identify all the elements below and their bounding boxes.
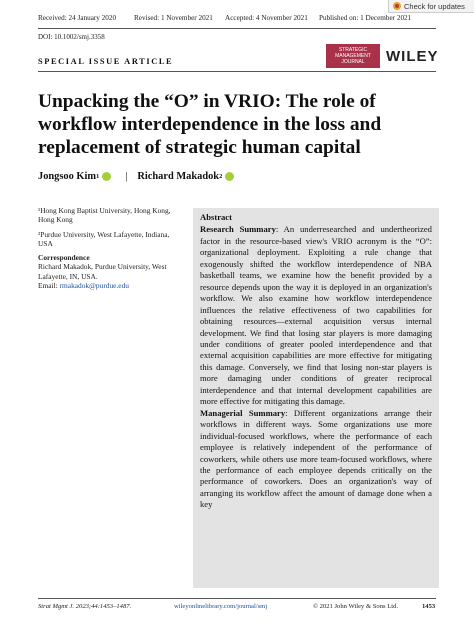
check-for-updates-button[interactable] xyxy=(388,0,474,13)
page-footer xyxy=(38,601,438,613)
research-summary-text: : An underresearched and undertheorized factor in the resource-based view's VRIO acronym is the “O”: organizational deployment. Exploiting a rule change that exogenously shifted the workflow interdependence of NBA basketball teams, we examine how the benefit provided by a resource depends upon the way it is deployed in an organization's workflow. We also examine how workflow interdependence influences the relative effectiveness of two capabilities for obtaining resources—external acquisition versus internal development. We find that losing star players is more damaging under conditions of greater pooled interdependence and that external acquisition capabilities are more effective for mitigating this damage. Conversely, we find that losing non-star players is more damaging under conditions of greater reciprocal interdependence and that internal development capabilities are more effective for mitigating this damage. xyxy=(200,224,432,407)
author-affil-marker: 2 xyxy=(219,173,223,180)
email-link[interactable]: rmakadok@purdue.edu xyxy=(59,281,129,291)
research-summary-label: Research Summary xyxy=(200,224,276,235)
author-name: Jongsoo Kim xyxy=(38,171,97,182)
accepted-date: Accepted: 4 November 2021 xyxy=(225,14,308,22)
managerial-summary xyxy=(200,408,432,511)
managerial-summary-text: : Different organizations arrange their workflows in different ways. Some organizations use more individual-focused workflows, where the performance of each employee is relatively independent of the performance of coworkers, while others use more team-focused workflows, where the performance of each employee depends critically on the performance of coworkers. Does an organization's way of arranging its workflow affect the amount of damage done when a key xyxy=(200,407,432,510)
affiliation: ²Purdue University, West Lafayette, Indiana, USA xyxy=(38,229,170,248)
doi: DOI: 10.1002/smj.3358 xyxy=(38,33,105,41)
footer-rule xyxy=(38,598,436,599)
publication-dates xyxy=(38,12,438,26)
page-number: 1453 xyxy=(422,603,436,610)
managerial-summary-label: Managerial Summary xyxy=(200,407,286,418)
article-type: SPECIAL ISSUE ARTICLE xyxy=(38,57,174,66)
orcid-icon[interactable] xyxy=(102,172,111,181)
research-summary xyxy=(200,224,432,407)
abstract-box xyxy=(193,208,439,588)
correspondence-text: Richard Makadok, Purdue University, West Lafayette, IN, USA. xyxy=(38,262,167,281)
wiley-logo: WILEY xyxy=(386,48,439,65)
author-name: Richard Makadok xyxy=(137,171,220,182)
copyright: © 2021 John Wiley & Sons Ltd. xyxy=(313,603,399,610)
published-date: Published on: 1 December 2021 xyxy=(319,14,412,22)
author-line xyxy=(38,171,238,182)
revised-date: Revised: 1 November 2021 xyxy=(134,14,213,22)
email-label: Email: xyxy=(38,281,58,291)
article-title: Unpacking the “O” in VRIO: The role of workflow interdependence in the loss and replacement of strategic human capital xyxy=(38,91,382,158)
header-rule xyxy=(38,28,436,29)
abstract-heading: Abstract xyxy=(200,212,232,222)
section-rule xyxy=(38,71,436,72)
received-date: Received: 24 January 2020 xyxy=(38,14,117,22)
crossmark-icon xyxy=(393,2,401,10)
author-affil-marker: 1 xyxy=(96,173,100,180)
check-for-updates-label: Check for updates xyxy=(404,1,465,11)
journal-logo: STRATEGIC MANAGEMENT JOURNAL xyxy=(326,44,380,68)
affiliations xyxy=(38,206,178,290)
orcid-icon[interactable] xyxy=(225,172,234,181)
author-separator: | xyxy=(125,171,128,182)
affiliation: ¹Hong Kong Baptist University, Hong Kong, Hong Kong xyxy=(38,206,171,225)
journal-url[interactable]: wileyonlinelibrary.com/journal/smj xyxy=(174,603,268,610)
correspondence-email-line xyxy=(38,281,178,290)
correspondence-heading: Correspondence xyxy=(38,253,90,263)
citation: Strat Mgmt J. 2023;44:1453–1487. xyxy=(38,603,132,610)
